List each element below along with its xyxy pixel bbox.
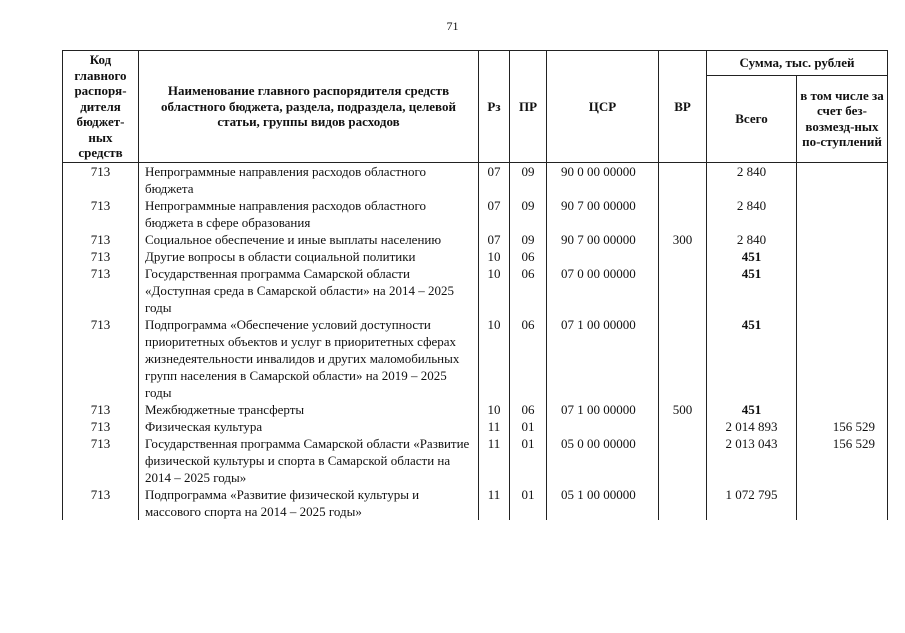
grants-cell: 156 529 <box>797 418 888 435</box>
csr-cell: 90 7 00 00000 <box>547 231 659 248</box>
grants-cell <box>797 401 888 418</box>
pr-cell: 06 <box>510 248 547 265</box>
header-csr: ЦСР <box>547 51 659 163</box>
pr-cell: 06 <box>510 265 547 316</box>
header-code: Код главного распоря-дителя бюджет-ных средств <box>63 51 139 163</box>
rz-cell: 07 <box>479 197 510 231</box>
vr-cell <box>659 248 707 265</box>
budget-table <box>62 50 888 520</box>
pr-cell: 09 <box>510 162 547 197</box>
header-grants: в том числе за счет без-возмезд-ных по-ступлений <box>797 76 888 163</box>
name-cell: Государственная программа Самарской области «Доступная среда в Самарской области» на 2014 – 2025 годы <box>139 265 479 316</box>
rz-cell: 10 <box>479 401 510 418</box>
total-cell: 2 014 893 <box>707 418 797 435</box>
table-row <box>63 435 888 486</box>
code-cell: 713 <box>63 248 139 265</box>
csr-cell: 05 1 00 00000 <box>547 486 659 520</box>
name-cell: Другие вопросы в области социальной политики <box>139 248 479 265</box>
pr-cell: 01 <box>510 418 547 435</box>
rz-cell: 07 <box>479 162 510 197</box>
name-cell: Непрограммные направления расходов областного бюджета <box>139 162 479 197</box>
csr-cell: 07 1 00 00000 <box>547 316 659 401</box>
table-row <box>63 418 888 435</box>
csr-cell: 07 0 00 00000 <box>547 265 659 316</box>
rz-cell: 07 <box>479 231 510 248</box>
vr-cell: 300 <box>659 231 707 248</box>
name-cell: Подпрограмма «Обеспечение условий доступности приоритетных объектов и услуг в приоритетных сферах жизнедеятельности инвалидов и других маломобильных групп населения в Самарской области» на 2019 – 2025 годы <box>139 316 479 401</box>
code-cell: 713 <box>63 197 139 231</box>
total-cell: 451 <box>707 265 797 316</box>
total-cell: 451 <box>707 401 797 418</box>
grants-cell <box>797 486 888 520</box>
header-total: Всего <box>707 76 797 163</box>
name-cell: Непрограммные направления расходов областного бюджета в сфере образования <box>139 197 479 231</box>
grants-cell <box>797 162 888 197</box>
csr-cell <box>547 248 659 265</box>
pr-cell: 09 <box>510 197 547 231</box>
name-cell: Подпрограмма «Развитие физической культуры и массового спорта на 2014 – 2025 годы» <box>139 486 479 520</box>
total-cell: 2 013 043 <box>707 435 797 486</box>
pr-cell: 06 <box>510 316 547 401</box>
table-row <box>63 486 888 520</box>
vr-cell <box>659 197 707 231</box>
header-rz: Рз <box>479 51 510 163</box>
table-row <box>63 231 888 248</box>
code-cell: 713 <box>63 418 139 435</box>
code-cell: 713 <box>63 401 139 418</box>
grants-cell <box>797 316 888 401</box>
header-name: Наименование главного распорядителя средств областного бюджета, раздела, подраздела, целевой статьи, группы видов расходов <box>139 51 479 163</box>
total-cell: 2 840 <box>707 162 797 197</box>
code-cell: 713 <box>63 265 139 316</box>
page-number: 71 <box>446 19 459 33</box>
table-row <box>63 265 888 316</box>
table-body <box>63 162 888 520</box>
vr-cell <box>659 162 707 197</box>
pr-cell: 01 <box>510 435 547 486</box>
rz-cell: 10 <box>479 316 510 401</box>
header-pr: ПР <box>510 51 547 163</box>
vr-cell <box>659 418 707 435</box>
csr-cell: 07 1 00 00000 <box>547 401 659 418</box>
grants-cell <box>797 197 888 231</box>
grants-cell <box>797 265 888 316</box>
rz-cell: 10 <box>479 248 510 265</box>
rz-cell: 11 <box>479 418 510 435</box>
rz-cell: 10 <box>479 265 510 316</box>
csr-cell: 90 7 00 00000 <box>547 197 659 231</box>
header-sum: Сумма, тыс. рублей <box>707 51 888 76</box>
vr-cell <box>659 435 707 486</box>
csr-cell <box>547 418 659 435</box>
pr-cell: 09 <box>510 231 547 248</box>
pr-cell: 01 <box>510 486 547 520</box>
total-cell: 2 840 <box>707 197 797 231</box>
table-row <box>63 162 888 197</box>
name-cell: Физическая культура <box>139 418 479 435</box>
table-row <box>63 248 888 265</box>
total-cell: 451 <box>707 316 797 401</box>
code-cell: 713 <box>63 231 139 248</box>
name-cell: Государственная программа Самарской области «Развитие физической культуры и спорта в Самарской области на 2014 – 2025 годы» <box>139 435 479 486</box>
name-cell: Социальное обеспечение и иные выплаты населению <box>139 231 479 248</box>
vr-cell <box>659 265 707 316</box>
table-header <box>63 51 888 163</box>
code-cell: 713 <box>63 316 139 401</box>
table-row <box>63 401 888 418</box>
rz-cell: 11 <box>479 486 510 520</box>
vr-cell <box>659 486 707 520</box>
total-cell: 1 072 795 <box>707 486 797 520</box>
code-cell: 713 <box>63 486 139 520</box>
grants-cell <box>797 248 888 265</box>
vr-cell: 500 <box>659 401 707 418</box>
table-row <box>63 316 888 401</box>
csr-cell: 05 0 00 00000 <box>547 435 659 486</box>
pr-cell: 06 <box>510 401 547 418</box>
header-vr: ВР <box>659 51 707 163</box>
rz-cell: 11 <box>479 435 510 486</box>
table-row <box>63 197 888 231</box>
total-cell: 451 <box>707 248 797 265</box>
grants-cell: 156 529 <box>797 435 888 486</box>
csr-cell: 90 0 00 00000 <box>547 162 659 197</box>
total-cell: 2 840 <box>707 231 797 248</box>
grants-cell <box>797 231 888 248</box>
code-cell: 713 <box>63 435 139 486</box>
vr-cell <box>659 316 707 401</box>
name-cell: Межбюджетные трансферты <box>139 401 479 418</box>
code-cell: 713 <box>63 162 139 197</box>
